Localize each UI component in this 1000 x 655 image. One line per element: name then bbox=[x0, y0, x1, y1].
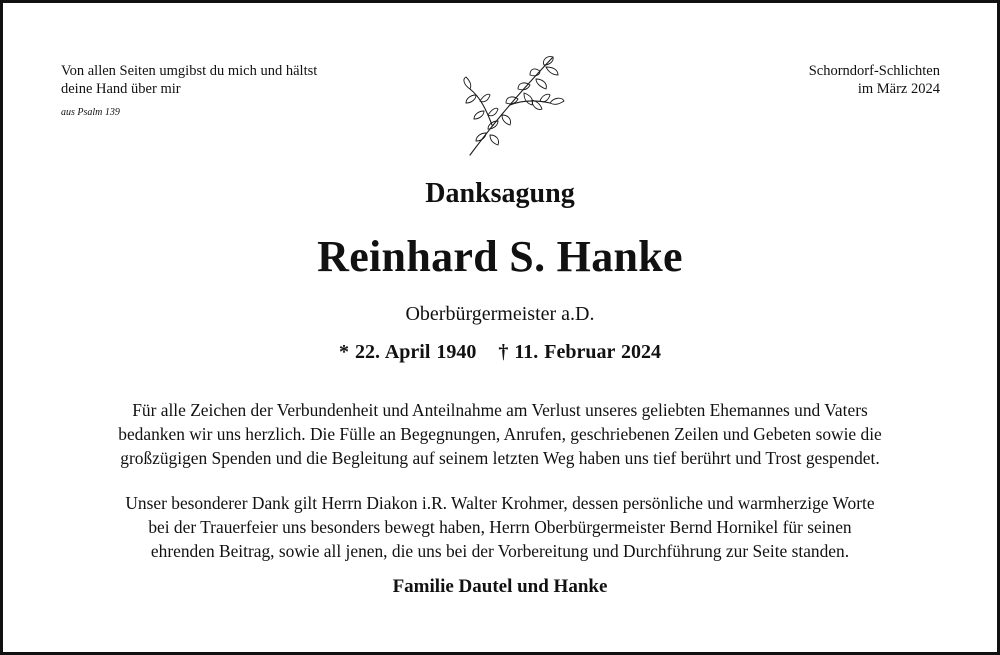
paragraph-line: ehrenden Beitrag, sowie all jenen, die uns bei der Vorbereitung und Durchführung zur Seite standen. bbox=[150, 541, 850, 561]
deceased-name: Reinhard S. Hanke bbox=[317, 232, 683, 281]
special-thanks-paragraph bbox=[43, 491, 957, 563]
birth-date: * 22. April 1940 bbox=[338, 341, 477, 363]
paragraph-line: Für alle Zeichen der Verbundenheit und Anteilnahme am Verlust unseres geliebten Ehemannes und Vaters bbox=[132, 400, 868, 420]
quote-source: aus Psalm 139 bbox=[61, 107, 120, 118]
paragraph-line: Unser besonderer Dank gilt Herrn Diakon i.R. Walter Krohmer, dessen persönliche und warmherzige Worte bbox=[125, 493, 875, 513]
psalm-quote bbox=[61, 62, 317, 122]
date-line: im März 2024 bbox=[857, 81, 940, 97]
paragraph-line: bei der Trauerfeier uns besonders bewegt haben, Herrn Oberbürgermeister Bernd Hornikel für seinen bbox=[148, 517, 852, 537]
quote-line: deine Hand über mir bbox=[61, 81, 181, 97]
paragraph-line: großzügigen Spenden und die Begleitung auf seinem letzten Weg haben uns tief berührt und Trost gespendet. bbox=[120, 448, 880, 468]
family-signature: Familie Dautel und Hanke bbox=[392, 576, 608, 597]
quote-line: Von allen Seiten umgibst du mich und hältst bbox=[61, 63, 318, 79]
thanks-paragraph bbox=[43, 398, 957, 470]
olive-branch-icon bbox=[458, 49, 568, 161]
paragraph-line: bedanken wir uns herzlich. Die Fülle an Begegnungen, Anrufen, geschriebenen Zeilen und Gebeten sowie die bbox=[118, 424, 882, 444]
place-date bbox=[809, 62, 940, 98]
page-title: Danksagung bbox=[425, 178, 575, 209]
deceased-title: Oberbürgermeister a.D. bbox=[405, 303, 595, 325]
death-date: † 11. Februar 2024 bbox=[498, 341, 662, 363]
place-line: Schorndorf-Schlichten bbox=[808, 63, 940, 79]
life-dates bbox=[3, 341, 997, 364]
